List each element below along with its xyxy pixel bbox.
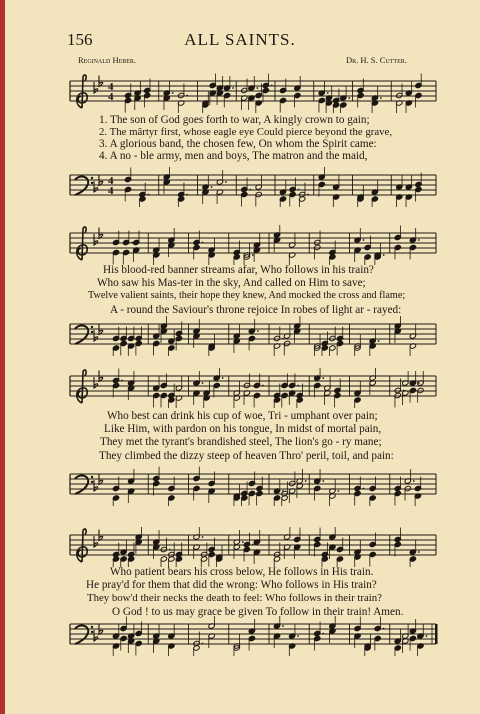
bass-clef-dot (91, 476, 93, 478)
dot (363, 239, 365, 241)
dot (322, 377, 324, 379)
dot (202, 382, 204, 384)
dot (337, 490, 339, 492)
time-signature-digit: 4 (108, 175, 114, 187)
verse-3-line: Twelve valient saints, their hope they knew, And mocked the cross and flame; (88, 290, 406, 301)
bass-clef-dot (91, 626, 93, 628)
dot (297, 635, 299, 637)
dot (305, 480, 307, 482)
verse-4-line: They climbed the dizzy steep of heaven Thro' peril, toil, and pain: (99, 450, 394, 462)
dot (418, 551, 420, 553)
verse-3-line: They met the tyrant's brandished steel, The lion's go - ry mane; (100, 436, 382, 448)
verse-2-line: Who saw his Mas-ter in the sky, And called on Him to save; (97, 277, 366, 289)
dot (211, 186, 213, 188)
dot (426, 635, 428, 637)
time-signature-digit: 4 (108, 81, 114, 93)
bass-clef-dot (91, 331, 93, 333)
verse-1-line: Who best can drink his cup of woe, Tri - umphant over pain; (107, 410, 378, 422)
dot (252, 544, 254, 546)
verse-1-line: Who patient bears his cross below, He follows in His train. (110, 566, 374, 578)
dot (413, 480, 415, 482)
bass-staff-3 (0, 466, 480, 506)
bass-clef-icon (75, 177, 88, 195)
dot (257, 330, 259, 332)
dot (282, 338, 284, 340)
dot (348, 97, 350, 99)
dot (202, 643, 204, 645)
verse-4-line: O God ! to us may grace be given To follow in their train! Amen. (112, 606, 404, 618)
verse-2-line: He pray'd for them that did the wrong: Who follows in His train? (86, 579, 377, 591)
dot (249, 189, 251, 191)
time-signature-digit: 4 (108, 91, 114, 103)
dot (202, 536, 204, 538)
dot (186, 194, 188, 196)
dot (147, 194, 149, 196)
bass-staff-2 (0, 316, 480, 356)
lyrics-system-3 (0, 410, 480, 470)
treble-staff-3 (0, 368, 480, 408)
dot (297, 385, 299, 387)
treble-clef-icon (77, 227, 88, 260)
dot (380, 97, 382, 99)
dot (307, 194, 309, 196)
dot (327, 92, 329, 94)
treble-clef-icon (77, 75, 88, 108)
treble-clef-icon (77, 529, 88, 562)
verse-3-line: 3. A glorious band, the chosen few, On whom the Spirit came: (99, 138, 377, 150)
dot (252, 254, 254, 256)
bass-clef-icon (75, 476, 88, 494)
dot (282, 625, 284, 627)
dot (322, 480, 324, 482)
verse-4-line: A - round the Saviour's throne rejoice In robes of light ar - rayed: (110, 304, 402, 316)
composer-credit: Dr. H. S. Cutter. (346, 55, 407, 65)
dot (169, 549, 171, 551)
bass-clef-dot (91, 326, 93, 328)
dot (383, 254, 385, 256)
page-header (0, 30, 480, 50)
dot (172, 92, 174, 94)
dot (262, 385, 264, 387)
lyrics-system-2 (0, 264, 480, 324)
dot (242, 541, 244, 543)
verse-1-line: 1. The son of God goes forth to war, A kingly crown to gain; (99, 114, 370, 126)
treble-staff-2 (0, 225, 480, 265)
dot (363, 488, 365, 490)
verse-2-line: 2. The mârtyr first, whose eagle eye Could pierce beyond the grave, (99, 126, 393, 138)
dot (378, 340, 380, 342)
bass-clef-dot (91, 182, 93, 184)
bass-clef-dot (91, 481, 93, 483)
credits (0, 55, 480, 67)
verse-2-line: Like Him, with pardon on his tongue, In midst of mortal pain, (104, 423, 382, 435)
time-signature-digit: 4 (108, 185, 114, 197)
verse-1-line: His blood-red banner streams afar, Who follows in his train? (103, 264, 374, 276)
dot (418, 239, 420, 241)
bass-staff-4 (0, 616, 480, 656)
page-number: 156 (67, 30, 93, 49)
bass-staff-1 (0, 167, 480, 207)
dot (271, 85, 273, 87)
dot (383, 628, 385, 630)
dot (222, 377, 224, 379)
dot (121, 380, 123, 382)
treble-staff-4 (0, 527, 480, 567)
bass-clef-icon (75, 326, 88, 344)
hymn-title: ALL SAINTS. (184, 30, 296, 49)
verse-4-line: 4. A no - ble army, men and boys, The matron and the maid, (99, 150, 368, 162)
dot (298, 189, 300, 191)
dot (232, 87, 234, 89)
bass-clef-dot (91, 177, 93, 179)
verse-3-line: They bow'd their necks the death to feel: Who follows in their train? (87, 592, 382, 604)
dot (202, 242, 204, 244)
bass-clef-icon (75, 626, 88, 644)
treble-staff-1 (0, 73, 480, 113)
dot (186, 95, 188, 97)
dot (322, 633, 324, 635)
dot (225, 181, 227, 183)
treble-clef-icon (77, 370, 88, 403)
final-bar-heavy (435, 624, 438, 644)
dot (257, 87, 259, 89)
author-credit: Reginald Heber. (78, 55, 137, 65)
bass-clef-dot (91, 631, 93, 633)
lyrics-system-1 (0, 114, 480, 174)
